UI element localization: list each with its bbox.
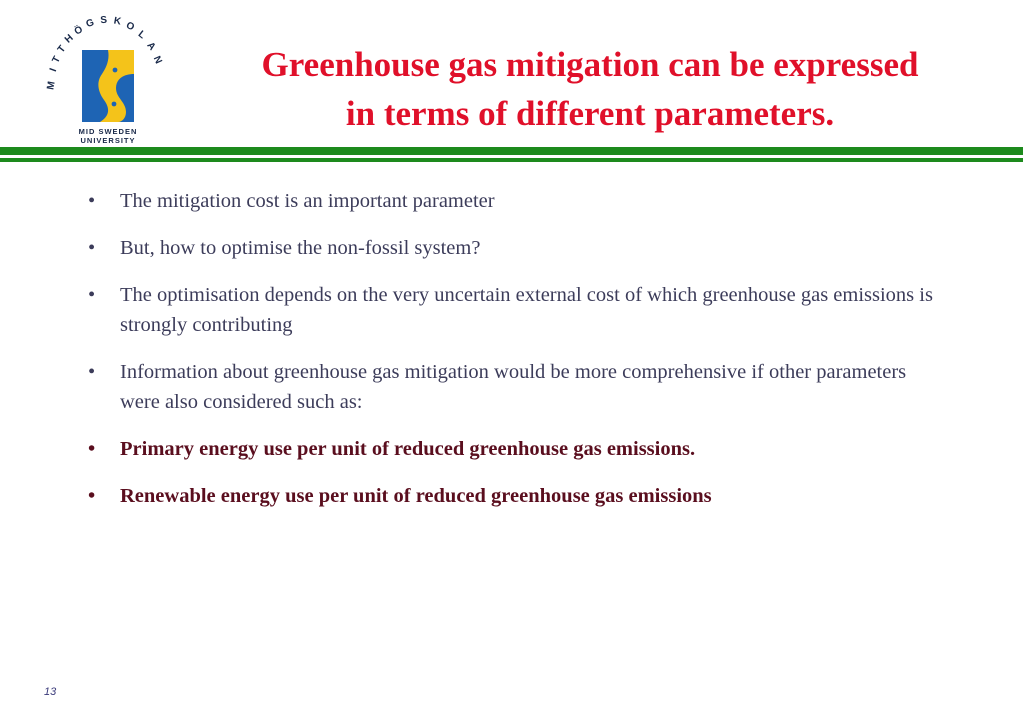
bullet-dot: • <box>88 237 96 259</box>
logo-arc-letter: T <box>55 43 69 56</box>
bullet-dot: • <box>88 284 96 306</box>
logo-arc-letter: I <box>48 66 60 74</box>
bullet-item <box>88 357 948 417</box>
logo-arc-letter: K <box>112 15 122 28</box>
bullet-item <box>88 233 948 263</box>
university-logo <box>44 8 184 146</box>
bullet-text: Primary energy use per unit of reduced greenhouse gas emissions. <box>120 438 696 460</box>
bullet-dot: • <box>88 190 96 212</box>
logo-dot <box>112 102 117 107</box>
logo-graphic <box>44 8 184 146</box>
logo-arc-letter: A <box>144 40 158 53</box>
bullet-item <box>88 280 948 340</box>
bullet-dot: • <box>88 361 96 383</box>
logo-arc-letter: L <box>135 28 148 42</box>
bullet-item <box>88 186 948 216</box>
logo-arc-letter: G <box>84 17 96 31</box>
slide-title <box>190 40 990 138</box>
slide-title-line1: Greenhouse gas mitigation can be expressed <box>261 45 919 84</box>
logo-arc-letter: Ö <box>72 24 85 38</box>
logo-arc-letter: T <box>50 54 64 66</box>
bullet-dot: • <box>88 438 96 460</box>
bullet-text: The optimisation depends on the very uncertain external cost of which greenhouse gas emissions is strongly contributing <box>120 284 933 336</box>
logo-arc-letter: H <box>62 32 76 46</box>
logo-arc-letter: N <box>150 54 164 66</box>
bullet-item-emphasis <box>88 481 948 511</box>
header-rule-thick <box>0 147 1023 155</box>
bullet-item-emphasis <box>88 434 948 464</box>
bullet-text: Information about greenhouse gas mitigation would be more comprehensive if other parameters were also considered such as: <box>120 361 907 413</box>
logo-arc-letter: S <box>99 14 108 27</box>
bullet-text: But, how to optimise the non-fossil system? <box>120 237 481 259</box>
logo-subtitle-line1: MID SWEDEN <box>78 127 138 136</box>
bullet-list <box>88 186 948 528</box>
logo-dot <box>113 68 118 73</box>
header-rule-thin <box>0 158 1023 162</box>
bullet-text: Renewable energy use per unit of reduced greenhouse gas emissions <box>120 485 712 507</box>
logo-arc-letter: O <box>124 20 136 34</box>
slide-title-line2: in terms of different parameters. <box>345 94 835 133</box>
logo-subtitle-line2: UNIVERSITY <box>80 136 136 145</box>
page-number: 13 <box>44 686 57 698</box>
bullet-text: The mitigation cost is an important parameter <box>120 190 495 212</box>
logo-arc-letter: M <box>45 80 58 91</box>
bullet-dot: • <box>88 485 96 507</box>
